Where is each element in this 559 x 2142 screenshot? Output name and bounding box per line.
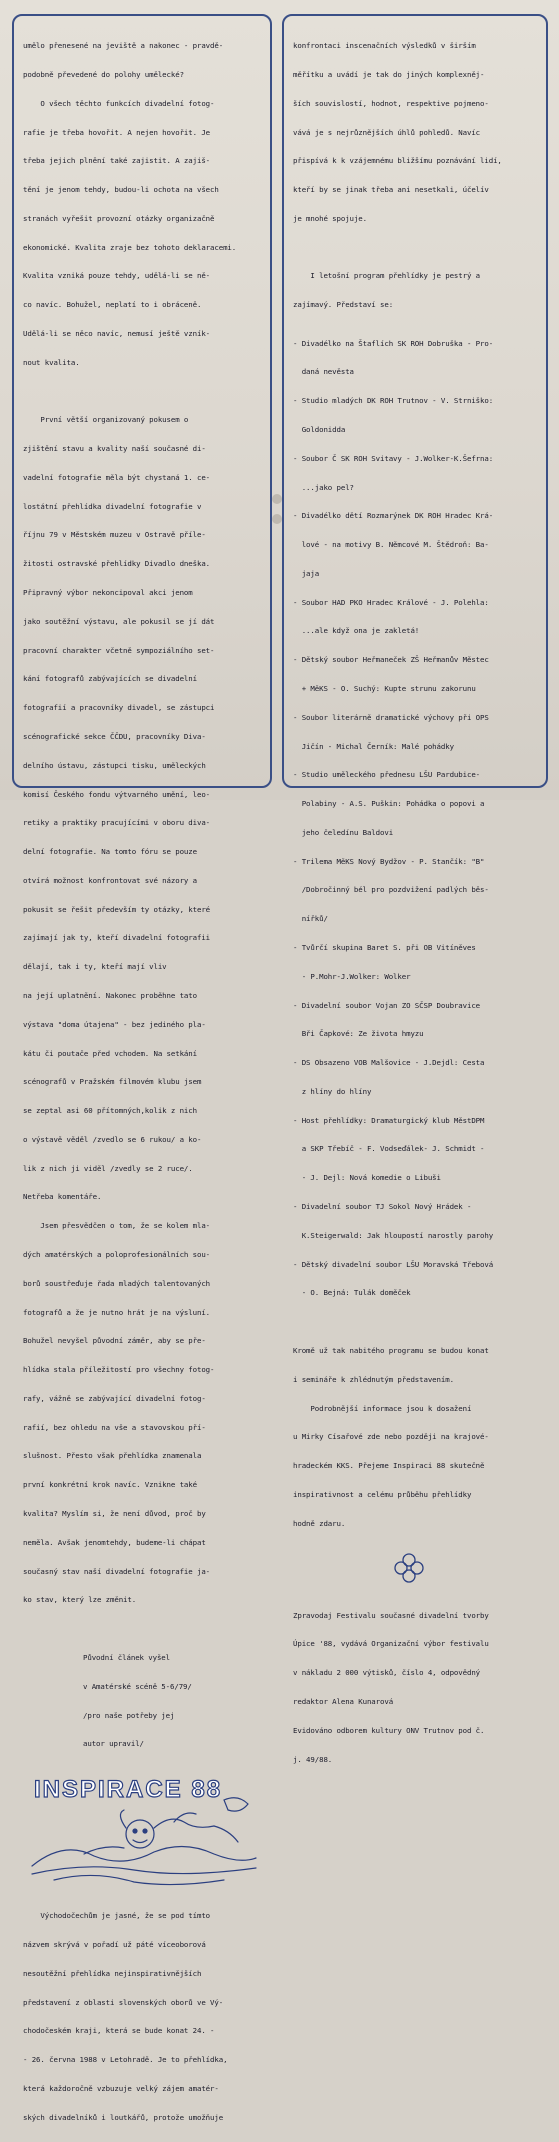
program-line: Polabiny - A.S. Puškin: Pohádka o popovi a — [293, 799, 485, 809]
program-line: jaja — [293, 568, 320, 578]
text-line: pokusit se řešit především ty otázky, které — [23, 904, 211, 914]
text-line: delního ústavu, zástupci tisku, uměleckých — [23, 760, 206, 770]
text-line: konfrontaci inscenačních výsledků v širším — [293, 41, 476, 51]
right-intro — [284, 16, 546, 1547]
text-line: ských divadelníků i loutkářů, protože umožňuje — [23, 2112, 224, 2122]
program-line: Bři Čapkové: Ze života hmyzu — [293, 1029, 424, 1039]
program-line: Goldonidda — [293, 424, 346, 434]
source-note-line: v Amatérské scéně 5-6/79/ — [83, 1681, 192, 1691]
text-line: fotografií a pracovníky divadel, se zástupci — [23, 703, 215, 713]
text-line: lostátní přehlídka divadelní fotografie v — [23, 501, 202, 511]
text-line: fotografů a že je nutno hrát je na výsluní. — [23, 1307, 211, 1317]
spacer — [23, 1624, 264, 1634]
program-line: - Soubor HAD PKO Hradec Králové - J. Polehla: — [293, 597, 489, 607]
program-line: - Soubor Č SK ROH Svitavy - J.Wolker-K.Šefrna: — [293, 453, 494, 463]
program-line: - Dětský divadelní soubor LŠU Moravská Třebová — [293, 1259, 494, 1269]
program-line: daná nevěsta — [293, 367, 354, 377]
text-line: co navíc. Bohužel, neplatí to i obráceně. — [23, 300, 202, 310]
program-line: - J. Dejl: Nová komedie o Libuši — [293, 1173, 441, 1183]
punch-hole-bottom — [272, 514, 282, 524]
text-line: představení z oblasti slovenských oborů ve Vý- — [23, 1997, 224, 2007]
text-line: ko stav, který lze změnit. — [23, 1595, 137, 1605]
text-line: dých amatérských a poloprofesionálních sou- — [23, 1250, 211, 1259]
text-line: inspirativnost a celému průběhu přehlídky — [293, 1489, 472, 1499]
text-line: otvírá možnost konfrontovat své názory a — [23, 875, 197, 885]
text-line: rafií, bez ohledu na vše a stavovskou pří- — [23, 1422, 206, 1432]
text-line: chodočeském kraji, která se bude konat 24. - — [23, 2026, 215, 2036]
text-line: rafie je třeba hovořit. A nejen hovořit. Je — [23, 127, 211, 137]
punch-hole-top — [272, 494, 282, 504]
text-line: ších souvislostí, hodnot, respektive pojmeno- — [293, 98, 489, 108]
text-line: pracovní charakter včetně sympoziálního set- — [23, 645, 215, 655]
colophon-line: v nákladu 2 000 výtisků, číslo 4, odpovědný — [293, 1668, 481, 1678]
program-line: jeho čeledínu Baldovi — [293, 827, 394, 837]
source-note-line: /pro naše potřeby jej — [83, 1710, 175, 1720]
text-line: Připravný výbor nekoncipoval akci jenom — [23, 588, 193, 598]
text-line: zjištění stavu a kvality naší současné di- — [23, 444, 206, 454]
left-closing — [14, 1892, 270, 2141]
text-line: lik z nich ji viděl /zvedly se 2 ruce/. — [23, 1163, 193, 1173]
text-line: se zeptal asi 60 přítomných,kolik z nich — [23, 1106, 197, 1116]
text-line: umělo přenesené na jeviště a nakonec - pravdě- — [23, 41, 224, 51]
text-line: retiky a praktiky pracujícími v oboru diva- — [23, 818, 211, 828]
program-line: - Trilema MěKS Nový Bydžov - P. Stančík: "B" — [293, 856, 485, 866]
program-line: - Divadélko dětí Rozmarýnek DK ROH Hradec Krá- — [293, 511, 494, 521]
program-line: - O. Bejná: Tulák doměček — [293, 1288, 411, 1298]
left-column — [12, 14, 272, 2122]
text-line: Východočechům je jasné, že se pod tímto — [23, 1911, 211, 1921]
text-line: i semináře k zhlédnutým představením. — [293, 1374, 454, 1384]
text-line: současný stav naší divadelní fotografie ja- — [23, 1566, 211, 1576]
text-line: třeba jejich plnění také zajistit. A zajiš- — [23, 156, 211, 166]
source-note-line: Původní článek vyšel — [83, 1652, 170, 1662]
text-line: výstava "doma útajena" - bez jediného pla- — [23, 1019, 206, 1029]
text-line: zajímavý. Představí se: — [293, 300, 394, 310]
flower-ornament-wrap — [284, 1547, 546, 1591]
program-line: - Divadelní soubor Vojan ZO SČSP Doubravice — [293, 1000, 481, 1010]
text-line: nout kvalita. — [23, 357, 80, 367]
text-line: kteří by se jinak třeba ani nesetkali, účelív — [293, 185, 489, 195]
right-column — [282, 14, 548, 1764]
program-line: Jičín - Michal Černík: Malé pohádky — [293, 741, 454, 751]
colophon-line: Zpravodaj Festivalu současné divadelní tvorby — [293, 1610, 489, 1620]
text-line: je mnohé spojuje. — [293, 213, 367, 223]
text-line: O všech těchto funkcích divadelní fotog- — [23, 98, 215, 108]
program-line: ...jako pel? — [293, 482, 354, 492]
flower-icon — [392, 1551, 426, 1585]
program-line: ...ale když ona je zakletá! — [293, 626, 420, 636]
program-line: - Divadelní soubor TJ Sokol Nový Hrádek - — [293, 1202, 472, 1212]
program-line: - Tvůrčí skupina Baret S. při OB Vitíněves — [293, 943, 476, 952]
text-line: žitosti ostravské přehlídky Divadlo dneška. — [23, 559, 211, 569]
text-line: neměla. Avšak jenomtehdy, budeme-li chápat — [23, 1537, 206, 1547]
program-line: - Studio mladých DK ROH Trutnov - V. Strniško: — [293, 396, 494, 406]
program-line: - Host přehlídky: Dramaturgický klub MěstDPM — [293, 1115, 485, 1125]
program-line: lové - na motivy B. Němcové M. Štědroň: Ba- — [293, 540, 489, 550]
text-line: hodně zdaru. — [293, 1518, 346, 1528]
text-line: která každoročně vzbuzuje velký zájem amatér- — [23, 2083, 219, 2093]
program-line: nířků/ — [293, 914, 328, 924]
colophon — [284, 1591, 546, 1783]
text-line: Podrobnější informace jsou k dosažení — [293, 1403, 472, 1413]
text-line: o výstavě věděl /zvedlo se 6 rukou/ a ko- — [23, 1134, 202, 1144]
text-line: na její uplatnění. Nakonec proběhne tato — [23, 990, 197, 1000]
text-line: I letošní program přehlídky je pestrý a — [293, 271, 481, 281]
colophon-line: redaktor Alena Kunarová — [293, 1696, 394, 1706]
program-line: - P.Mohr-J.Wolker: Wolker — [293, 971, 411, 981]
text-line: Udělá-li se něco navíc, nemusí ještě vzník- — [23, 329, 211, 338]
colophon-line: j. 49/88. — [293, 1754, 333, 1764]
text-line: hradeckém KKS. Přejeme Inspiraci 88 skutečně — [293, 1461, 485, 1471]
text-line: slušnost. Přesto však přehlídka znamenala — [23, 1451, 202, 1461]
spacer — [293, 1317, 540, 1327]
spacer — [23, 387, 264, 397]
text-line: podobně převedené do polohy umělecké? — [23, 69, 184, 79]
text-line: jako soutěžní výstavu, ale pokusil se jí dát — [23, 616, 215, 626]
text-line: Jsem přesvědčen o tom, že se kolem mla- — [23, 1221, 211, 1231]
program-line: /Dobročinný bél pro pozdvižení padlých běs- — [293, 885, 489, 895]
text-line: kátu či poutače před vchodem. Na setkání — [23, 1048, 197, 1058]
text-line: říjnu 79 v Městském muzeu v Ostravě příle- — [23, 530, 206, 540]
program-line: - DS Obsazeno VOB Malšovice - J.Dejdl: Cesta — [293, 1058, 485, 1068]
text-line: komisí Českého fondu výtvarného umění, leo- — [23, 789, 211, 799]
text-line: hlídka stala příležitostí pro všechny fotog- — [23, 1365, 215, 1375]
source-note-line: autor upravil/ — [83, 1739, 144, 1749]
text-line: Kromě už tak nabitého programu se budou konat — [293, 1345, 489, 1355]
program-line: - Studio uměleckého přednesu LŠU Pardubice- — [293, 770, 481, 780]
left-intro — [14, 16, 270, 1768]
text-line: První větší organizovaný pokusem o — [23, 415, 189, 425]
colophon-line: Evidováno odborem kultury ONV Trutnov pod č. — [293, 1725, 485, 1735]
text-line: tění je jenom tehdy, budou-li ochota na všech — [23, 185, 219, 195]
banner-title: INSPIRACE 88 — [34, 1776, 223, 1804]
program-line: a SKP Třebíč - F. Vodseďálek- J. Schmidt - — [293, 1144, 485, 1154]
text-line: vává je s nejrůznějších úhlů pohledů. Navíc — [293, 127, 481, 137]
text-line: borů soustřeďuje řada mladých talentovaných — [23, 1278, 211, 1288]
text-line: přispívá k k vzájemnému bližšímu poznávání lidí, — [293, 156, 502, 166]
text-line: první konkrétní krok navíc. Vznikne také — [23, 1480, 197, 1490]
program-line: z hlíny do hlíny — [293, 1086, 372, 1096]
text-line: zajímají jak ty, kteří divadelní fotografii — [23, 933, 211, 943]
text-line: měřítku a uvádí je tak do jiných komplexněj- — [293, 69, 485, 79]
text-line: - 26. června 1988 v Letohradě. Je to přehlídka, — [23, 2055, 228, 2065]
text-line: dělají, tak i ty, kteří mají vliv — [23, 962, 167, 972]
text-line: Bohužel nevyšel původní záměr, aby se pře- — [23, 1336, 206, 1346]
text-line: scénografů v Pražském filmovém klubu jsem — [23, 1077, 202, 1087]
program-line: - Dětský soubor Heřmaneček ZŠ Heřmanův Městec — [293, 655, 489, 665]
text-line: scénografické sekce ČČDU, pracovníky Diva- — [23, 731, 206, 741]
text-line: nesoutěžní přehlídka nejinspirativnějších — [23, 1968, 202, 1978]
program-line: - Divadélko na Štaflích SK ROH Dobruška - Pro- — [293, 338, 494, 348]
text-line: kvalita? Myslím si, že není důvod, proč by — [23, 1509, 206, 1519]
text-line: Kvalita vzniká pouze tehdy, udělá-li se ně- — [23, 271, 211, 281]
text-line: Netřeba komentáře. — [23, 1192, 102, 1202]
program-line: K.Steigerwald: Jak hloupostí narostly parohy — [293, 1230, 494, 1240]
colophon-line: Úpice '88, vydává Organizační výbor festivalu — [293, 1639, 489, 1649]
program-line: + MěKS - O. Suchý: Kupte strunu zakorunu — [293, 683, 476, 693]
spacer — [293, 243, 540, 253]
program-line: - Soubor literárně dramatické výchovy při OPS — [293, 712, 489, 722]
text-line: kání fotografů zabývajících se divadelní — [23, 674, 197, 684]
text-line: názvem skrývá v pořadí už páté víceoborová — [23, 1940, 206, 1950]
text-line: rafy, vážně se zabývající divadelní fotog- — [23, 1393, 206, 1403]
text-line: u Mirky Císařové zde nebo později na krajové- — [293, 1432, 489, 1442]
text-line: ekonomické. Kvalita zraje bez tohoto deklaracemi. — [23, 242, 237, 252]
text-line: vadelní fotografie měla být chystaná 1. ce- — [23, 472, 211, 482]
text-line: stranách vyřešit provozní otázky organizačně — [23, 213, 215, 223]
text-line: delní fotografie. Na tomto fóru se pouze — [23, 847, 197, 857]
inspirace-banner — [24, 1770, 264, 1888]
